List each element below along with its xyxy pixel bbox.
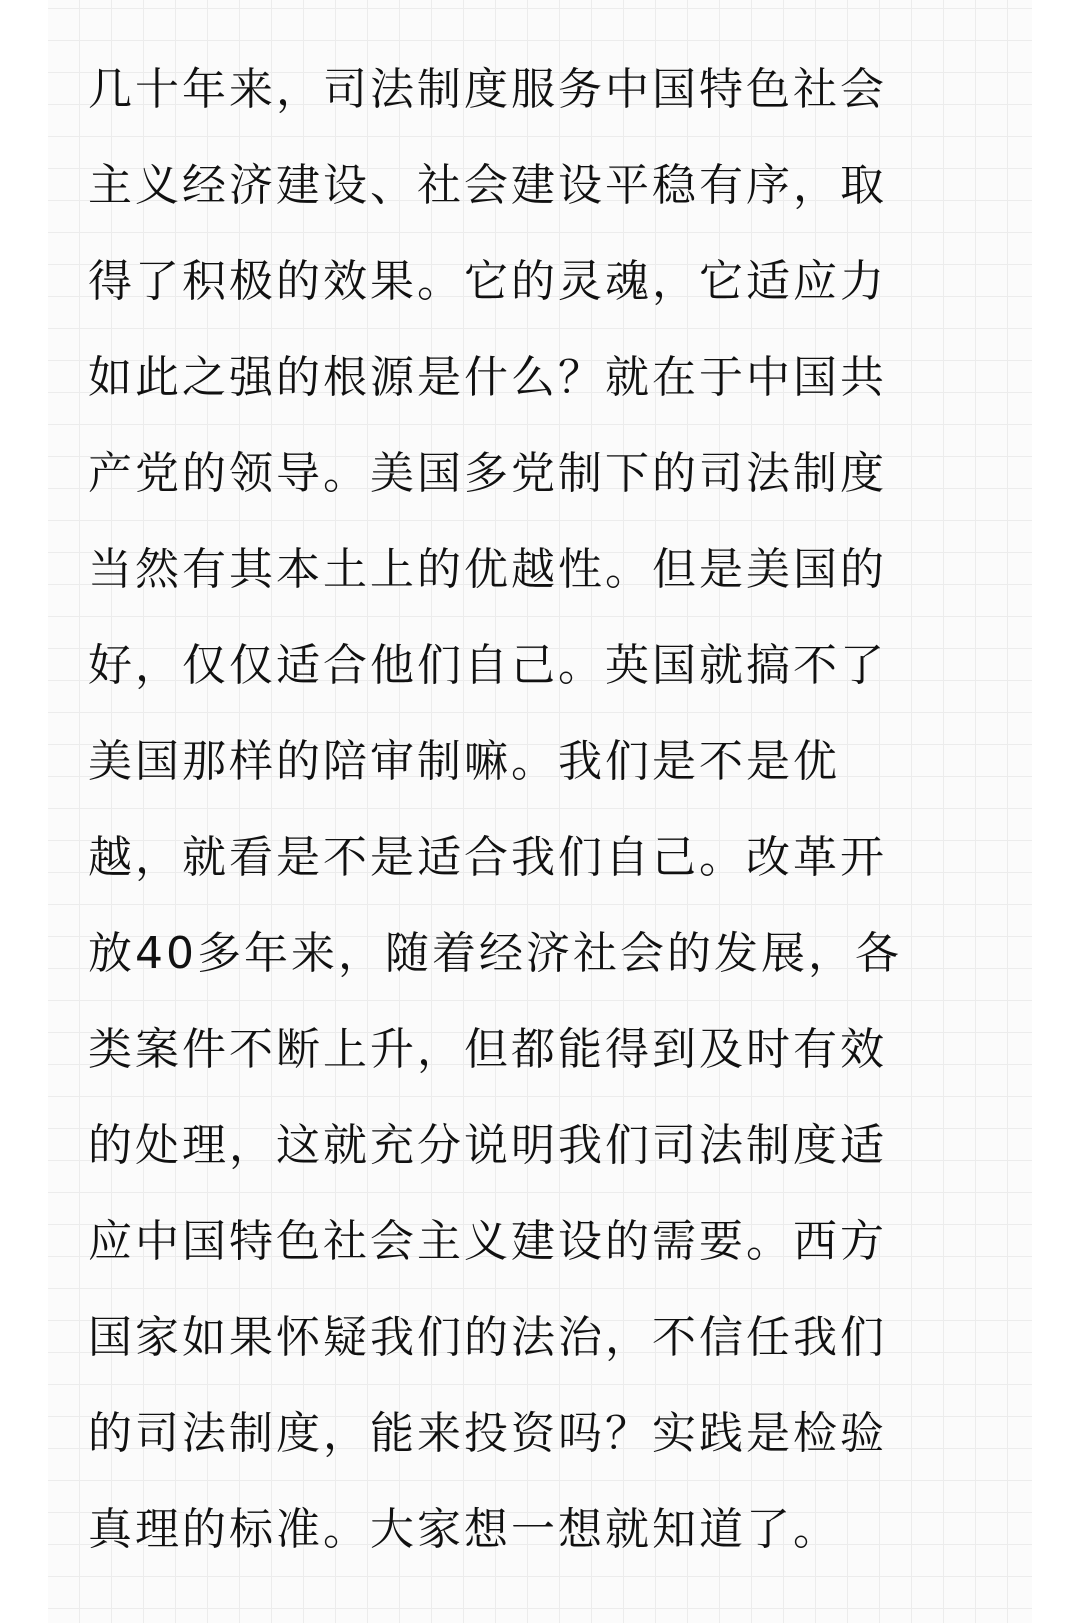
text-line: 主义经济建设、社会建设平稳有序，取 <box>88 160 887 211</box>
text-line: 真理的标准。大家想一想就知道了。 <box>88 1504 840 1555</box>
text-line: 几十年来，司法制度服务中国特色社会 <box>88 64 887 115</box>
text-line: 得了积极的效果。它的灵魂，它适应力 <box>88 256 887 307</box>
text-line: 国家如果怀疑我们的法治，不信任我们 <box>88 1312 887 1363</box>
text-line: 应中国特色社会主义建设的需要。西方 <box>88 1216 887 1267</box>
text-line: 的处理，这就充分说明我们司法制度适 <box>88 1120 887 1171</box>
text-line: 好，仅仅适合他们自己。英国就搞不了 <box>88 640 887 691</box>
text-line: 如此之强的根源是什么？就在于中国共 <box>88 352 887 403</box>
article-text <box>88 42 998 1578</box>
text-line: 产党的领导。美国多党制下的司法制度 <box>88 448 887 499</box>
text-line: 美国那样的陪审制嘛。我们是不是优 <box>88 736 840 787</box>
text-line: 类案件不断上升，但都能得到及时有效 <box>88 1024 887 1075</box>
text-line: 的司法制度，能来投资吗？实践是检验 <box>88 1408 887 1459</box>
text-line: 越，就看是不是适合我们自己。改革开 <box>88 832 887 883</box>
text-line: 放40多年来，随着经济社会的发展，各 <box>88 928 902 979</box>
text-line: 当然有其本土上的优越性。但是美国的 <box>88 544 887 595</box>
